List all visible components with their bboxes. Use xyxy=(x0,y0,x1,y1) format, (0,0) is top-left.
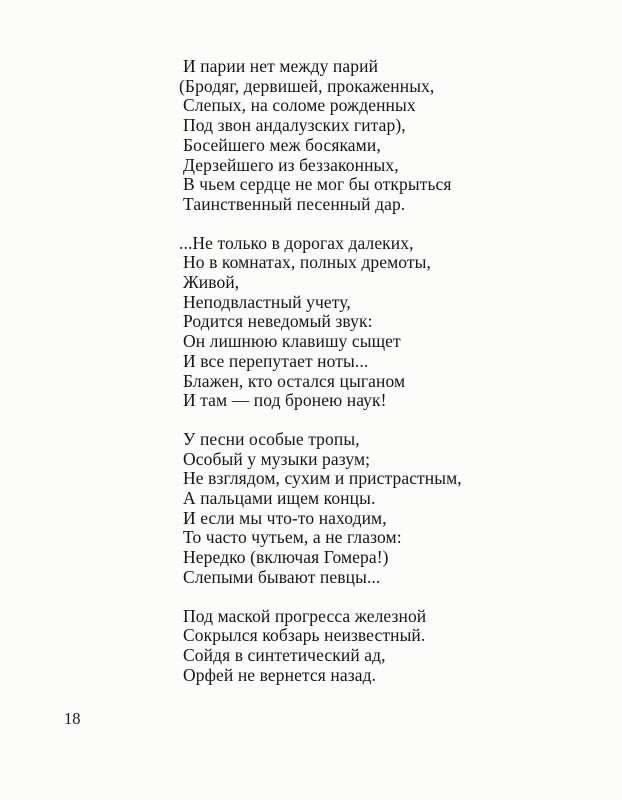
poem-stanza-2 xyxy=(179,232,583,411)
poem-line: Таинственный песенный дар. xyxy=(183,193,406,214)
poem-line: И если мы что-то находим, xyxy=(183,507,387,528)
poem-line: И все перепутает ноты... xyxy=(183,350,369,371)
poem-line: То часто чутьем, а не глазом: xyxy=(183,527,402,548)
poem-line: У песни особые тропы, xyxy=(183,428,360,449)
poem-line: ...Не только в дорогах далеких, xyxy=(179,232,414,253)
poem-line: Особый у музыки разум; xyxy=(183,448,371,469)
poem-line: Живой, xyxy=(183,272,240,293)
poem-line: И там — под бронею наук! xyxy=(183,390,387,411)
page-number: 18 xyxy=(64,709,81,728)
poem-line: В чьем сердце не мог бы открыться xyxy=(183,174,452,195)
poem-stanza-4 xyxy=(183,607,583,686)
poem-stanza-1 xyxy=(179,56,583,215)
poem-line: Неподвластный учету, xyxy=(183,291,351,312)
poem-line: Но в комнатах, полных дремоты, xyxy=(183,252,431,273)
poem-line: Босейшего меж босяками, xyxy=(183,134,381,155)
poem-line: Сокрылся кобзарь неизвестный. xyxy=(183,625,426,646)
poem-line: Нередко (включая Гомера!) xyxy=(183,547,389,568)
poem-stanza-3 xyxy=(183,430,583,588)
poem-line: Орфей не вернется назад. xyxy=(183,664,377,685)
poem-line: Под маской прогресса железной xyxy=(183,605,427,626)
poem-line: Блажен, кто остался цыганом xyxy=(183,370,406,391)
poem-line: Слепыми бывают певцы... xyxy=(183,566,381,587)
poem-line: Сойдя в синтетический ад, xyxy=(183,644,386,665)
poem-line: Под звон андалузских гитар), xyxy=(183,115,406,136)
poem-text-block xyxy=(179,56,583,685)
poem-line: Он лишнюю клавишу сыщет xyxy=(183,331,401,352)
poem-line: И парии нет между парий xyxy=(183,56,379,76)
poem-line: Дерзейшего из беззаконных, xyxy=(183,154,399,175)
poem-line: Не взглядом, сухим и пристрастным, xyxy=(183,468,462,489)
poem-line: (Бродяг, дервишей, прокаженных, xyxy=(179,75,435,96)
poem-line: А пальцами ищем концы. xyxy=(183,488,376,509)
poem-line: Родится неведомый звук: xyxy=(183,311,373,332)
poem-line: Слепых, на соломе рожденных xyxy=(183,95,416,116)
